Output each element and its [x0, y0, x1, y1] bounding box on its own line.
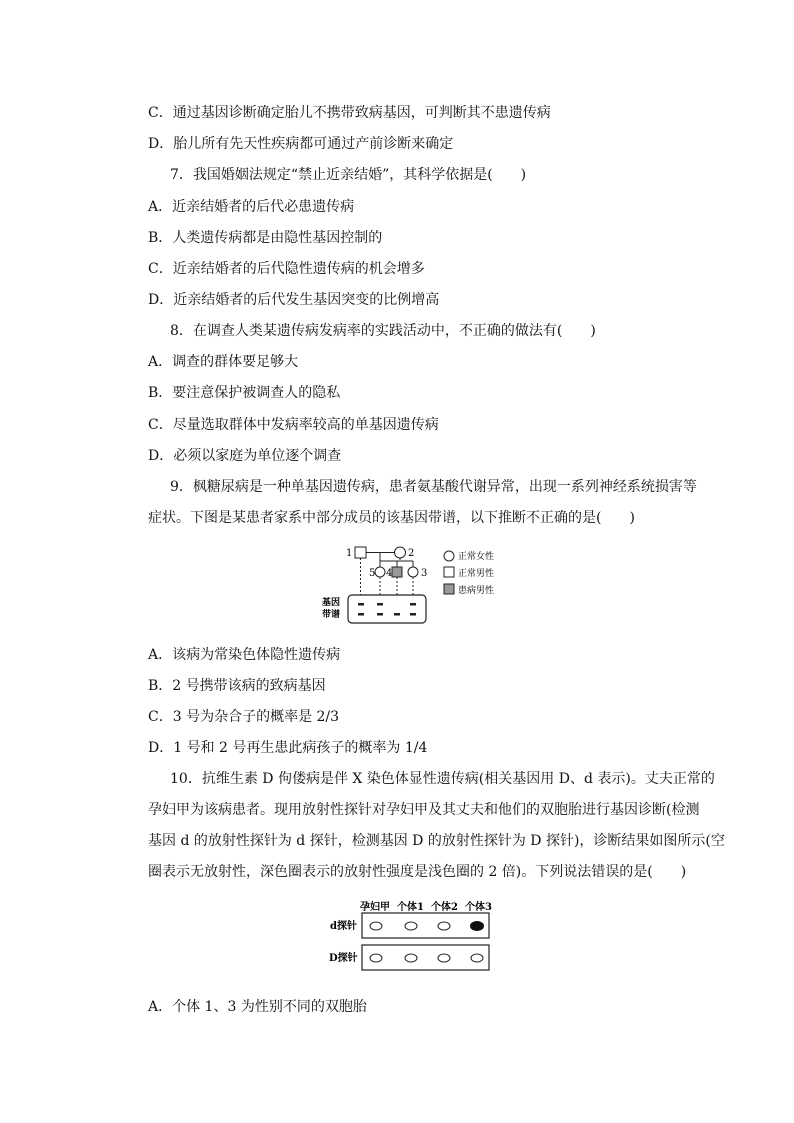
individual-1-male: [355, 547, 366, 558]
band: [394, 613, 400, 616]
pedigree-num-2: 2: [408, 548, 415, 559]
probe-col-individual-3: 个体3: [465, 902, 492, 913]
band-label-gene: 基因: [322, 598, 341, 608]
probe-row-D: D探针: [329, 953, 358, 964]
band: [410, 613, 416, 616]
q9-option-d: D．1 号和 2 号再生患此病孩子的概率为 1/4: [148, 740, 428, 756]
pedigree-figure: [315, 540, 515, 625]
pedigree-num-1: 1: [346, 548, 353, 559]
gene-band-box: [348, 595, 426, 623]
individual-5-female: [375, 567, 385, 577]
q8-option-b: B．要注意保护被调查人的隐私: [148, 385, 341, 401]
band-label-spectrum: 带谱: [322, 610, 341, 620]
probe-mark-empty: [405, 922, 417, 930]
legend-affected-icon: [444, 584, 454, 594]
probe-mark-empty: [370, 922, 382, 930]
probe-mark-empty: [405, 954, 417, 962]
q10-stem-line1: 10．抗维生素 D 佝偻病是伴 X 染色体显性遗传病(相关基因用 D、d 表示)。丈夫正常的: [170, 771, 715, 787]
individual-4-affected-male: [392, 567, 402, 577]
q7-stem: 7．我国婚姻法规定“禁止近亲结婚”，其科学依据是( ): [170, 167, 527, 183]
band: [410, 603, 416, 606]
probe-mark-dark: [471, 922, 484, 931]
q8-option-d: D．必须以家庭为单位逐个调查: [148, 448, 342, 464]
individual-3-female: [408, 567, 418, 577]
q10-stem-line2: 孕妇甲为该病患者。现用放射性探针对孕妇甲及其丈夫和他们的双胞胎进行基因诊断(检测: [148, 802, 700, 818]
probe-figure: [325, 895, 500, 975]
q9-option-c: C．3 号为杂合子的概率是 2/3: [148, 709, 340, 725]
q8-option-c: C．尽量选取群体中发病率较高的单基因遗传病: [148, 417, 439, 433]
q10-stem-line4: 圈表示无放射性，深色圈表示的放射性强度是浅色圈的 2 倍)。下列说法错误的是( ): [148, 864, 687, 880]
pedigree-num-3: 3: [421, 568, 428, 579]
band: [358, 603, 364, 606]
pedigree-num-4: 4: [386, 568, 393, 579]
q7-option-c: C．近亲结婚者的后代隐性遗传病的机会增多: [148, 261, 425, 277]
q6-option-c: C．通过基因诊断确定胎儿不携带致病基因，可判断其不患遗传病: [148, 105, 551, 121]
legend-male-icon: [444, 567, 454, 577]
q7-option-b: B．人类遗传病都是由隐性基因控制的: [148, 230, 383, 246]
probe-mark-empty: [438, 922, 450, 930]
probe-col-individual-2: 个体2: [431, 902, 458, 913]
probe-mark-empty: [438, 954, 450, 962]
q7-option-a: A．近亲结婚者的后代必患遗传病: [148, 199, 355, 215]
q9-stem-line2: 症状。下图是某患者家系中部分成员的该基因带谱，以下推断不正确的是( ): [148, 510, 635, 526]
q10-option-a: A．个体 1、3 为性别不同的双胞胎: [148, 999, 367, 1015]
band: [377, 613, 383, 616]
band: [358, 613, 364, 616]
band: [377, 603, 383, 606]
individual-2-female: [395, 547, 406, 558]
probe-row-d: d探针: [330, 921, 357, 932]
q9-option-a: A．该病为常染色体隐性遗传病: [148, 647, 341, 663]
q8-stem: 8．在调查人类某遗传病发病率的实践活动中，不正确的做法有( ): [170, 323, 596, 339]
probe-col-individual-1: 个体1: [397, 902, 424, 913]
probe-mark-empty: [471, 954, 483, 962]
legend-normal-female: 正常女性: [458, 552, 495, 562]
q9-stem-line1: 9．枫糖尿病是一种单基因遗传病，患者氨基酸代谢异常，出现一系列神经系统损害等: [170, 479, 697, 495]
pedigree-num-5: 5: [369, 568, 376, 579]
probe-mark-empty: [370, 954, 382, 962]
legend-affected-male: 患病男性: [458, 586, 495, 596]
q8-option-a: A．调查的群体要足够大: [148, 354, 299, 370]
q6-option-d: D．胎儿所有先天性疾病都可通过产前诊断来确定: [148, 136, 454, 152]
probe-col-pregnant-woman: 孕妇甲: [360, 902, 390, 913]
q10-stem-line3: 基因 d 的放射性探针为 d 探针，检测基因 D 的放射性探针为 D 探针)，诊断结果如图所示(空: [148, 833, 725, 849]
legend-normal-male: 正常男性: [458, 569, 495, 579]
q9-option-b: B．2 号携带该病的致病基因: [148, 678, 326, 694]
q7-option-d: D．近亲结婚者的后代发生基因突变的比例增高: [148, 292, 440, 308]
legend-female-icon: [444, 551, 454, 561]
